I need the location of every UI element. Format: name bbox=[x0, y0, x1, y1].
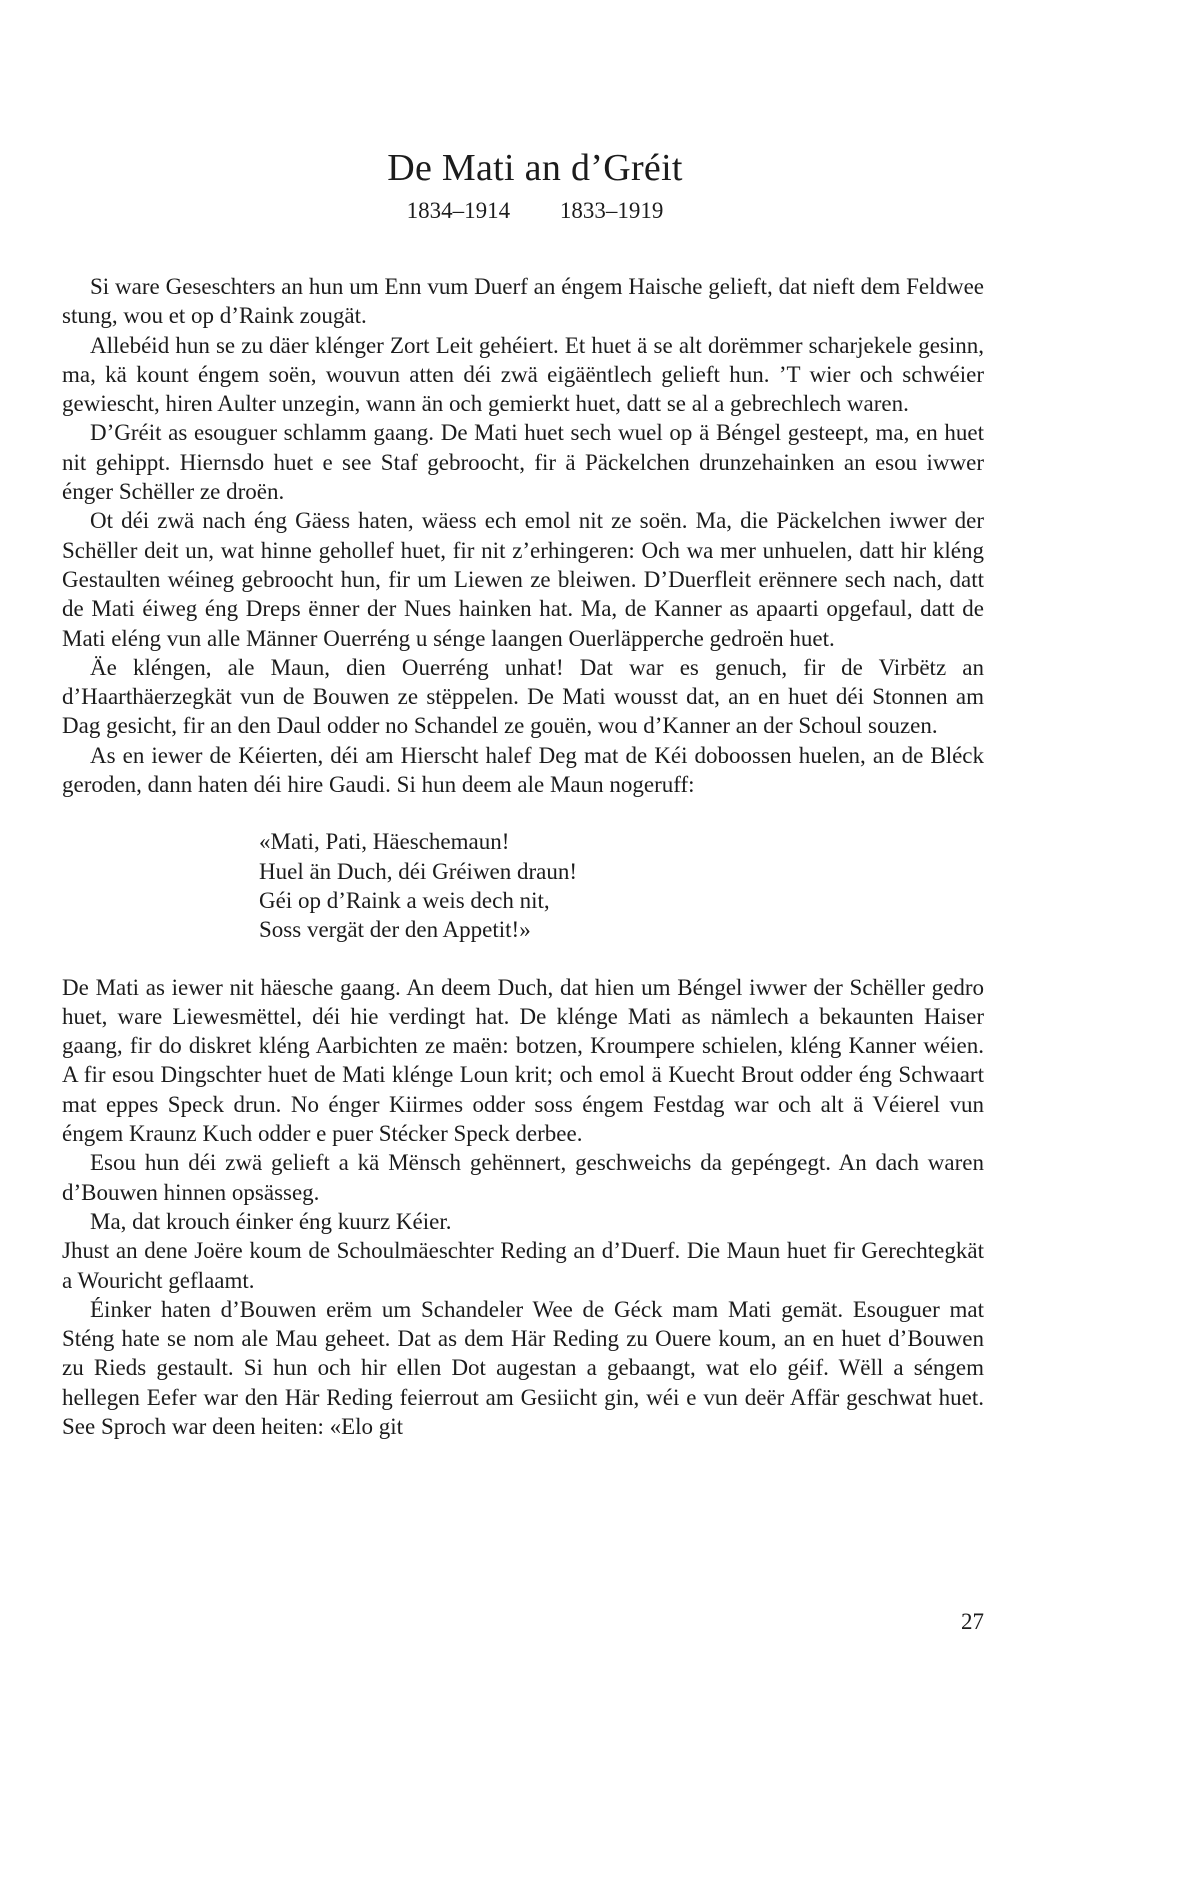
paragraph: Allebéid hun se zu däer klénger Zort Leit gehéiert. Et huet ä se alt dorëmmer scharjekele gesinn, ma, kä kount éngem soën, wouvun atten déi zwä eigäëntlech gelieft hun. ’T wier och schwéier gewiescht, hiren Aulter unzegin, wann än och gemierkt huet, datt se al a gebrechlech waren. bbox=[62, 332, 984, 417]
paragraph: As en iewer de Kéierten, déi am Hierscht halef Deg mat de Kéi doboossen huelen, an de Bléck geroden, dann haten déi hire Gaudi. Si hun deem ale Maun nogeruff: bbox=[62, 742, 984, 798]
paragraph: De Mati as iewer nit häesche gaang. An deem Duch, dat hien um Béngel iwwer der Schëller gedro huet, ware Liewesmëttel, déi hie verdingt hat. De klénge Mati as nämlech a bekaunten Haiser gaang, fir do diskret kléng Aarbichten ze maën: botzen, Kroumpere schielen, kléng Kanner wéien. A fir esou Dingschter huet de Mati klénge Loun krit; och emol ä Kuecht Brout odder éng Schwaart mat eppes Speck drun. No énger Kiirmes odder soss éngem Festdag war och alt ä Véierel vun éngem Kraunz Kuch odder e puer Stécker Speck derbee. bbox=[62, 974, 984, 1147]
verse-block bbox=[259, 827, 984, 944]
verse-line: Géi op d’Raink a weis dech nit, bbox=[259, 887, 550, 913]
paragraph: D’Gréit as esouguer schlamm gaang. De Mati huet sech wuel op ä Béngel gesteept, ma, en huet nit gehippt. Hiernsdo huet e see Staf gebroocht, fir ä Päckelchen drunzehainken an esou iwwer énger Schëller ze droën. bbox=[62, 420, 984, 505]
page-title: De Mati an d’Gréit bbox=[387, 147, 683, 189]
paragraph: Si ware Geseschters an hun um Enn vum Duerf an éngem Haische gelieft, dat nieft dem Feldwee stung, wou et op d’Raink zougät. bbox=[62, 274, 984, 329]
life-dates bbox=[0, 198, 1070, 224]
verse-line: Soss vergät der den Appetit!» bbox=[259, 917, 531, 943]
paragraph: Äe kléngen, ale Maun, dien Ouerréng unhat! Dat war es genuch, fir de Virbëtz an d’Haarthäerzegkät vun de Bouwen ze stëppelen. De Mati wousst dat, an en huet déi Stonnen am Dag gesicht, fir an den Daul odder no Schandel ze gouën, wou d’Kanner an der Schoul souzen. bbox=[62, 654, 984, 739]
verse-line: Huel än Duch, déi Gréiwen draun! bbox=[259, 858, 578, 884]
dates-mati: 1834–1914 bbox=[406, 198, 511, 223]
paragraph: Ot déi zwä nach éng Gäess haten, wäess ech emol nit ze soën. Ma, die Päckelchen iwwer der Schëller deit un, wat hinne gehollef huet, fir nit z’erhingeren: Och wa mer unhuelen, datt hir kléng Gestaulten wéineg gebroocht hun, fir um Liewen ze bleiwen. D’Duerfleit erënnere sech nach, datt de Mati éiweg éng Dreps ënner der Nues hainken hat. Ma, de Kanner as apaarti opgefaul, datt de Mati eléng vun alle Männer Ouerréng u sénge laangen Ouerläpperche gedroën huet. bbox=[62, 508, 984, 651]
verse-line: «Mati, Pati, Häeschemaun! bbox=[259, 829, 510, 855]
page-number: 27 bbox=[961, 1609, 984, 1634]
paragraph: Esou hun déi zwä gelieft a kä Mënsch gehënnert, geschweichs da gepéngegt. An dach waren d’Bouwen hinnen opsässeg. bbox=[62, 1150, 984, 1205]
paragraph: Jhust an dene Joëre koum de Schoulmäeschter Reding an d’Duerf. Die Maun huet fir Gerechtegkät a Wouricht geflaamt. bbox=[62, 1238, 984, 1293]
paragraph: Éinker haten d’Bouwen erëm um Schandeler Wee de Géck mam Mati gemät. Esouguer mat Sténg hate se nom ale Mau geheet. Dat as dem Här Reding zu Ouere koum, an en huet d’Bouwen zu Rieds gestault. Si hun och hir ellen Dot augestan a gebaangt, wat elo géif. Wëll a séngem hellegen Eefer war den Här Reding feierrout am Gesiicht gin, wéi e vun deër Affär geschwat huet. See Sproch war deen heiten: «Elo git bbox=[62, 1296, 984, 1439]
paragraph: Ma, dat krouch éinker éng kuurz Kéier. bbox=[90, 1208, 452, 1234]
body-text bbox=[62, 272, 984, 1441]
dates-greit: 1833–1919 bbox=[559, 198, 664, 223]
